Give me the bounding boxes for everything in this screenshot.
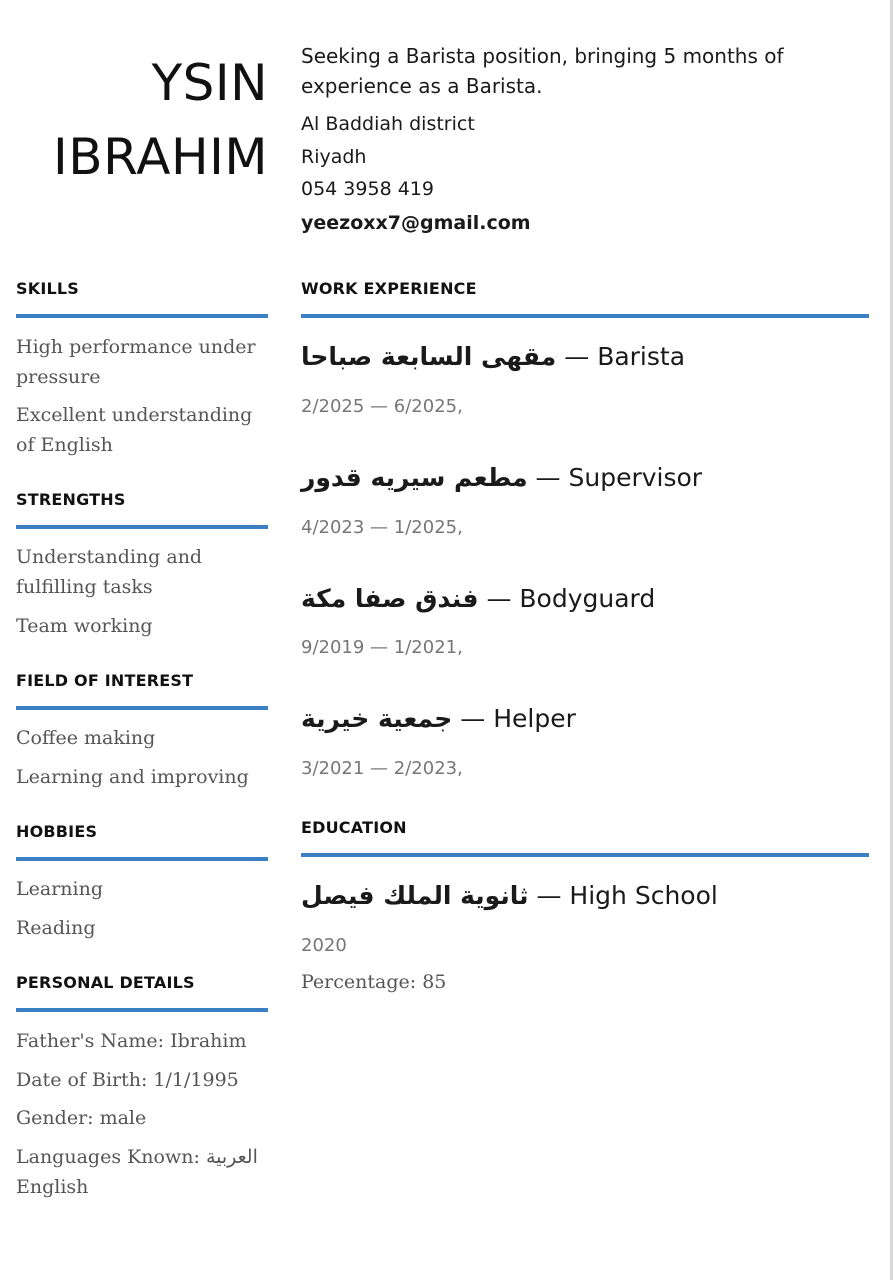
- job-dates: 2/2025 — 6/2025,: [301, 396, 463, 417]
- interest-divider: [16, 706, 268, 710]
- hobbies-heading: HOBBIES: [16, 822, 98, 841]
- skill-item: High performance under pressure: [16, 336, 256, 388]
- personal-item: Father's Name: Ibrahim: [16, 1030, 247, 1052]
- job-separator: —: [556, 342, 598, 371]
- strength-item: Understanding and fulfilling tasks: [16, 546, 203, 598]
- email-address[interactable]: yeezoxx7@gmail.com: [301, 212, 531, 234]
- personal-item: Gender: male: [16, 1107, 147, 1129]
- job-employer: مقهى السابعة صباحا: [301, 342, 557, 371]
- skills-divider: [16, 314, 268, 318]
- candidate-name: [16, 46, 268, 194]
- education-percentage: Percentage: 85: [301, 971, 447, 993]
- languages-label: Languages Known:: [16, 1146, 200, 1168]
- personal-item: Date of Birth: 1/1/1995: [16, 1069, 239, 1091]
- address-line2: Riyadh: [301, 146, 367, 168]
- education-title: [301, 879, 718, 913]
- interest-item: Coffee making: [16, 727, 156, 749]
- job-role: Barista: [597, 342, 686, 371]
- strengths-divider: [16, 525, 268, 529]
- education-divider: [301, 853, 869, 857]
- job-role: Helper: [493, 704, 576, 733]
- job-role: Bodyguard: [519, 584, 656, 613]
- interest-item: Learning and improving: [16, 766, 249, 788]
- skills-heading: SKILLS: [16, 279, 79, 298]
- personal-heading: PERSONAL DETAILS: [16, 973, 195, 992]
- work-heading: WORK EXPERIENCE: [301, 279, 477, 298]
- job-separator: —: [527, 463, 569, 492]
- interest-heading: FIELD OF INTEREST: [16, 671, 194, 690]
- career-summary: Seeking a Barista position, bringing 5 months of experience as a Barista.: [301, 44, 784, 98]
- hobby-item: Learning: [16, 878, 103, 900]
- job-title: [301, 702, 576, 736]
- education-separator: —: [528, 881, 570, 910]
- hobby-item: Reading: [16, 917, 96, 939]
- job-employer: فندق صفا مكة: [301, 584, 479, 613]
- language-english: English: [16, 1176, 89, 1198]
- language-arabic: العربية: [205, 1146, 258, 1168]
- languages-item: [16, 1142, 268, 1202]
- skill-item: Excellent understanding of English: [16, 404, 253, 456]
- job-title: [301, 461, 702, 495]
- job-dates: 4/2023 — 1/2025,: [301, 517, 463, 538]
- address-line1: Al Baddiah district: [301, 113, 475, 135]
- strengths-heading: STRENGTHS: [16, 490, 126, 509]
- education-heading: EDUCATION: [301, 818, 407, 837]
- last-name: IBRAHIM: [53, 128, 268, 186]
- job-employer: جمعية خيرية: [301, 704, 453, 733]
- job-dates: 9/2019 — 1/2021,: [301, 637, 463, 658]
- job-title: [301, 340, 685, 374]
- hobbies-divider: [16, 857, 268, 861]
- school-name: ثانوية الملك فيصل: [301, 881, 529, 910]
- job-separator: —: [478, 584, 520, 613]
- personal-divider: [16, 1008, 268, 1012]
- phone-number: 054 3958 419: [301, 178, 434, 200]
- education-year: 2020: [301, 935, 347, 956]
- degree-name: High School: [569, 881, 718, 910]
- job-dates: 3/2021 — 2/2023,: [301, 758, 463, 779]
- first-name: YSIN: [151, 54, 268, 112]
- work-divider: [301, 314, 869, 318]
- job-title: [301, 582, 655, 616]
- job-role: Supervisor: [568, 463, 703, 492]
- job-separator: —: [452, 704, 494, 733]
- strength-item: Team working: [16, 615, 153, 637]
- job-employer: مطعم سيريه قدور: [301, 463, 528, 492]
